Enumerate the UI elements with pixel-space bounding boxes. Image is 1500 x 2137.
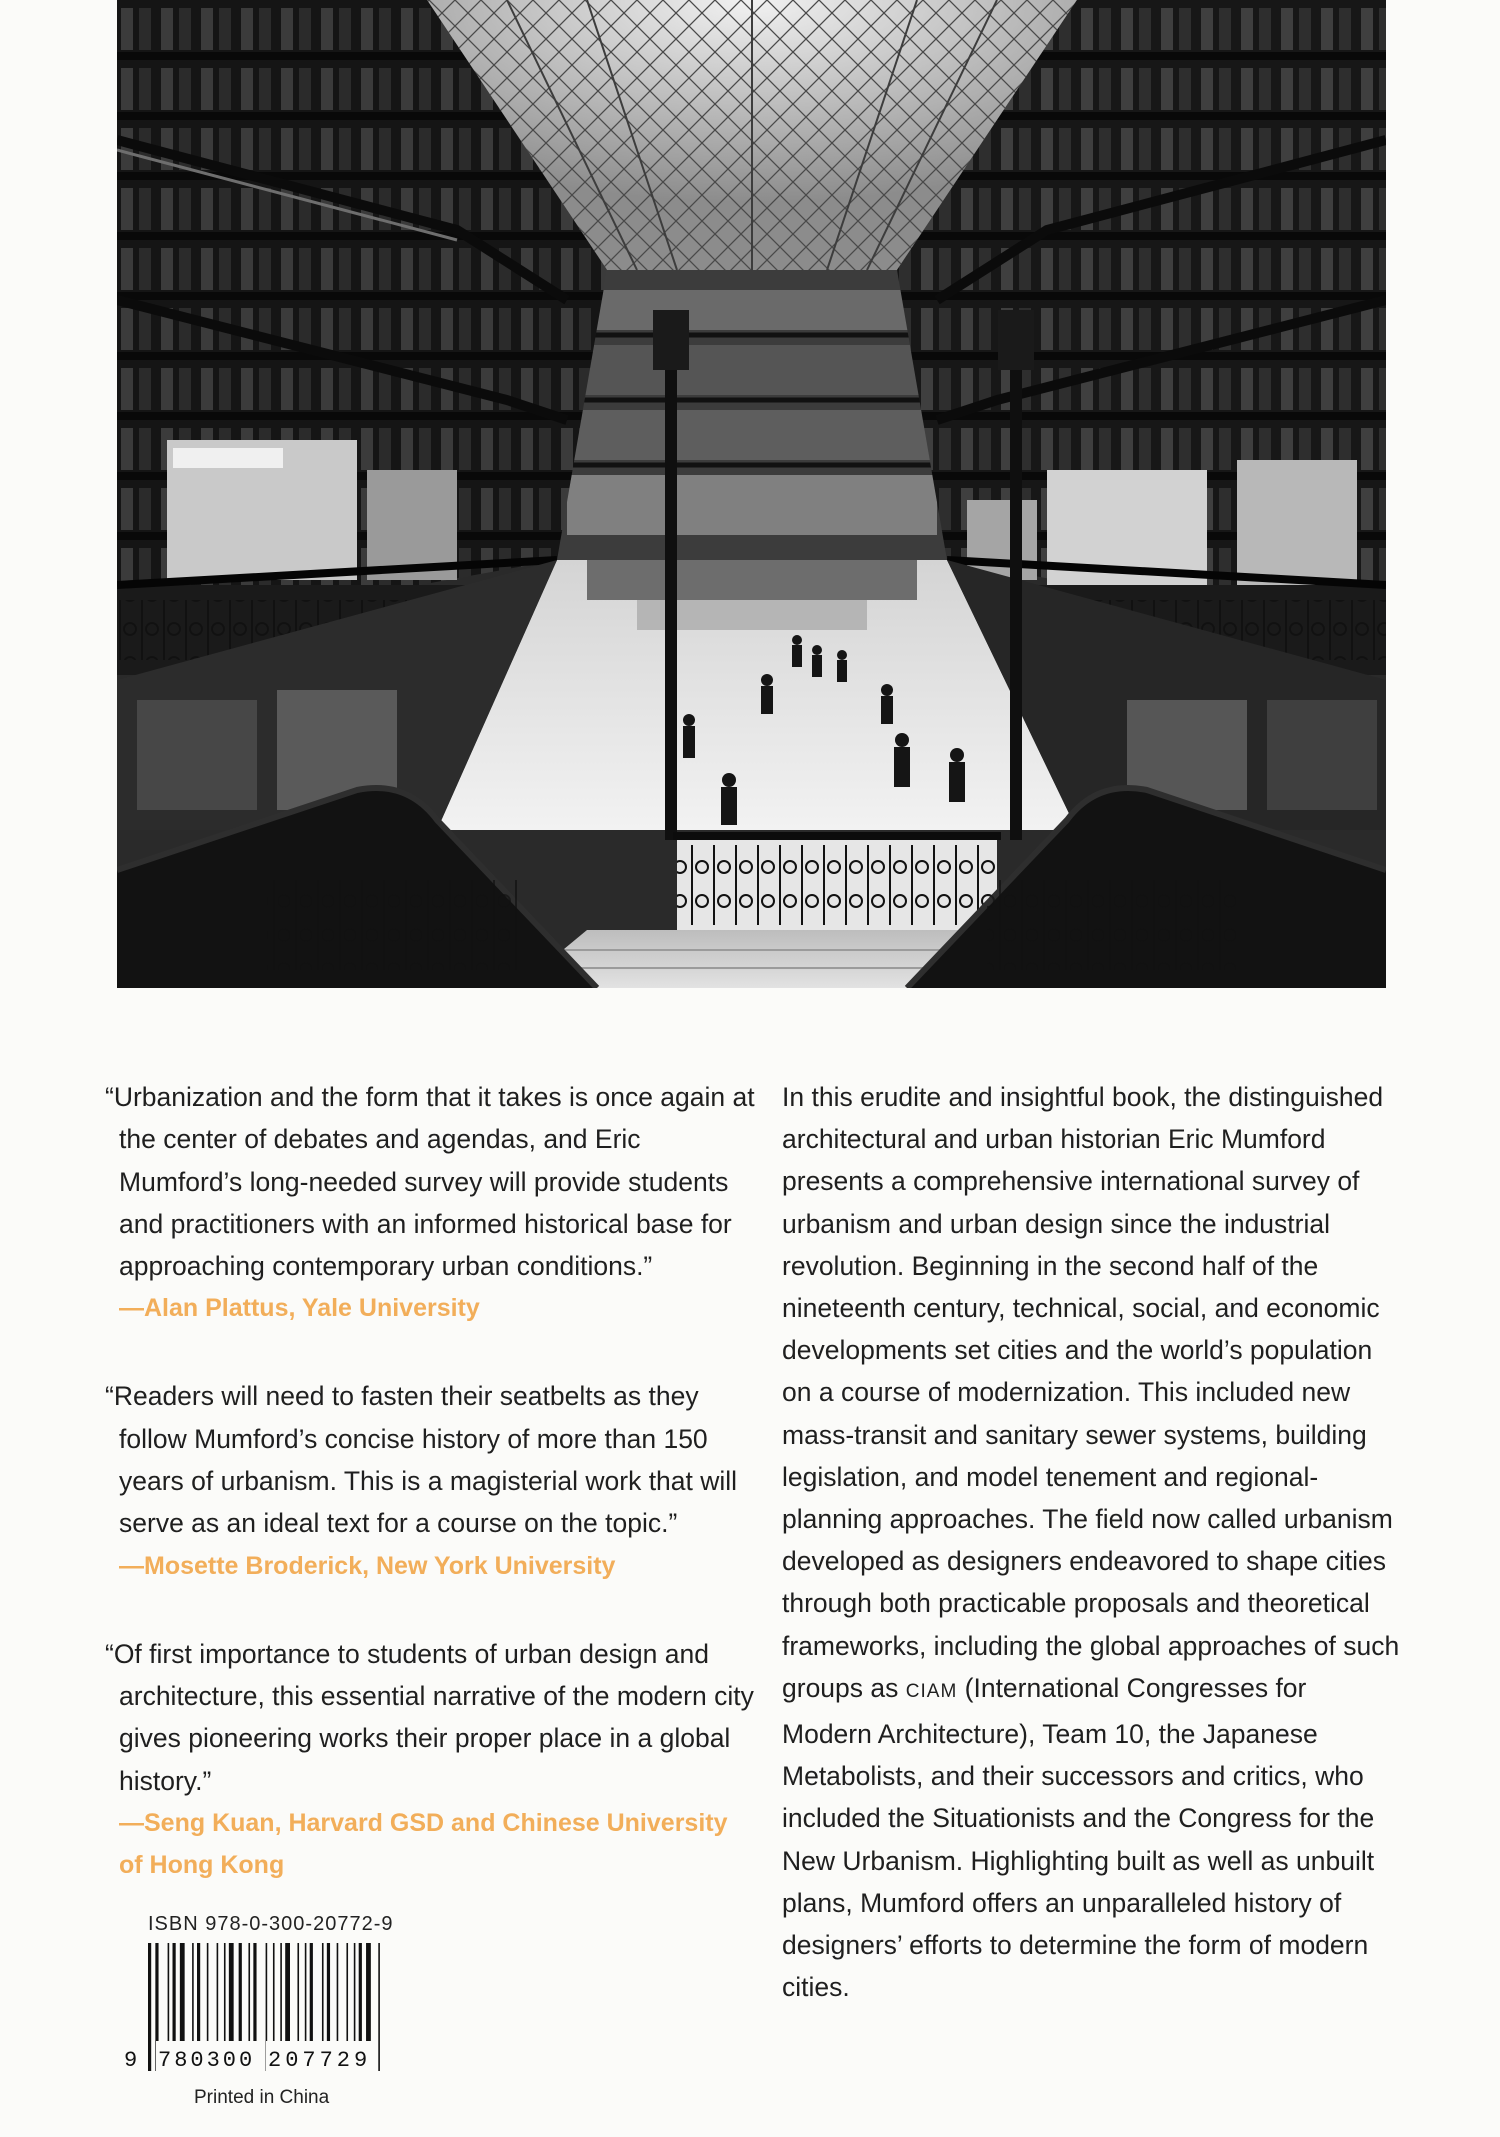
book-description — [782, 1076, 1402, 2008]
printed-in-label: Printed in China — [194, 2087, 330, 2108]
quote-broderick — [105, 1375, 755, 1586]
barcode-bar — [310, 1943, 313, 2041]
endorsement-quotes — [105, 1076, 755, 1932]
barcode-bar — [148, 1943, 151, 2071]
barcode-bar — [327, 1943, 330, 2041]
quote-plattus — [105, 1076, 755, 1329]
quote-attribution: —Mosette Broderick, New York University — [119, 1551, 616, 1580]
ciam-acronym: CIAM — [905, 1680, 958, 1702]
quote-attribution: —Alan Plattus, Yale University — [119, 1294, 480, 1323]
barcode-bar — [337, 1943, 339, 2041]
barcode-bar — [359, 1943, 362, 2041]
barcode-first-digit: 9 — [124, 2048, 138, 2071]
barcode-bar — [378, 1943, 380, 2071]
quote-text: “Urbanization and the form that it takes is once again at the center of debates and agendas, and Eric Mumford’s long-needed survey will provide students and practitioners with an informed historical base for approaching contemporary urban conditions.” — [105, 1082, 755, 1282]
barcode-bar — [248, 1943, 250, 2041]
barcode-bar — [217, 1943, 219, 2041]
isbn-label: ISBN 978-0-300-20772-9 — [148, 1913, 394, 1935]
barcode-bar — [168, 1943, 170, 2041]
barcode-bar — [322, 1943, 324, 2041]
barcode-bar — [207, 1943, 209, 2041]
description-part-1: In this erudite and insightful book, the distinguished architectural and urban historian Eric Mumford presents a comprehensive international survey of urbanism and urban design since the industrial revolution. Beginning in the second half of the nineteenth century, technical, social, and economic developments set cities and the world’s population on a course of modernization. This included new mass-transit and sanitary sewer systems, building legislation, and model tenement and regional-planning approaches. The field now called urbanism developed as designers endeavored to shape cities through both practicable proposals and theoretical frameworks, including the global approaches of such groups as — [782, 1082, 1400, 1703]
quote-text: “Readers will need to fasten their seatbelts as they follow Mumford’s concise history of more than 150 years of urbanism. This is a magisterial work that will serve as an ideal text for a course on the topic.” — [105, 1381, 738, 1539]
barcode-bar — [354, 1943, 356, 2041]
barcode-bar — [305, 1943, 307, 2041]
barcode-bar — [180, 1943, 185, 2041]
barcode-bar — [229, 1943, 234, 2041]
quote-kuan — [105, 1633, 755, 1886]
barcode-bar — [297, 1943, 299, 2041]
barcode-bar — [285, 1943, 290, 2041]
isbn-barcode — [118, 1943, 414, 2071]
quote-attribution: —Seng Kuan, Harvard GSD and Chinese University of Hong Kong — [119, 1808, 728, 1879]
barcode-left-digits: 780300 — [158, 2048, 256, 2071]
barcode-bar — [192, 1943, 194, 2041]
barcode-bar — [224, 1943, 226, 2041]
barcode-right-digits: 207729 — [268, 2048, 372, 2071]
description-part-2: (International Congresses for Modern Architecture), Team 10, the Japanese Metabolists, and their successors and critics, who included the Situationists and the Congress for the New Urbanism. Highlighting built as well as unbuilt plans, Mumford offers an unparalleled history of designers’ efforts to determine the form of modern cities. — [782, 1672, 1375, 2003]
barcode-bar — [366, 1943, 371, 2041]
barcode-bar — [239, 1943, 242, 2041]
atrium-photograph — [117, 0, 1386, 988]
quote-text: “Of first importance to students of urban design and architecture, this essential narrative of the modern city gives pioneering works their proper place in a global history.” — [105, 1638, 754, 1796]
barcode-bar — [280, 1943, 282, 2041]
barcode-bar — [253, 1943, 256, 2041]
barcode-bar — [346, 1943, 348, 2041]
barcode-bar — [173, 1943, 176, 2041]
barcode-bar — [197, 1943, 200, 2041]
